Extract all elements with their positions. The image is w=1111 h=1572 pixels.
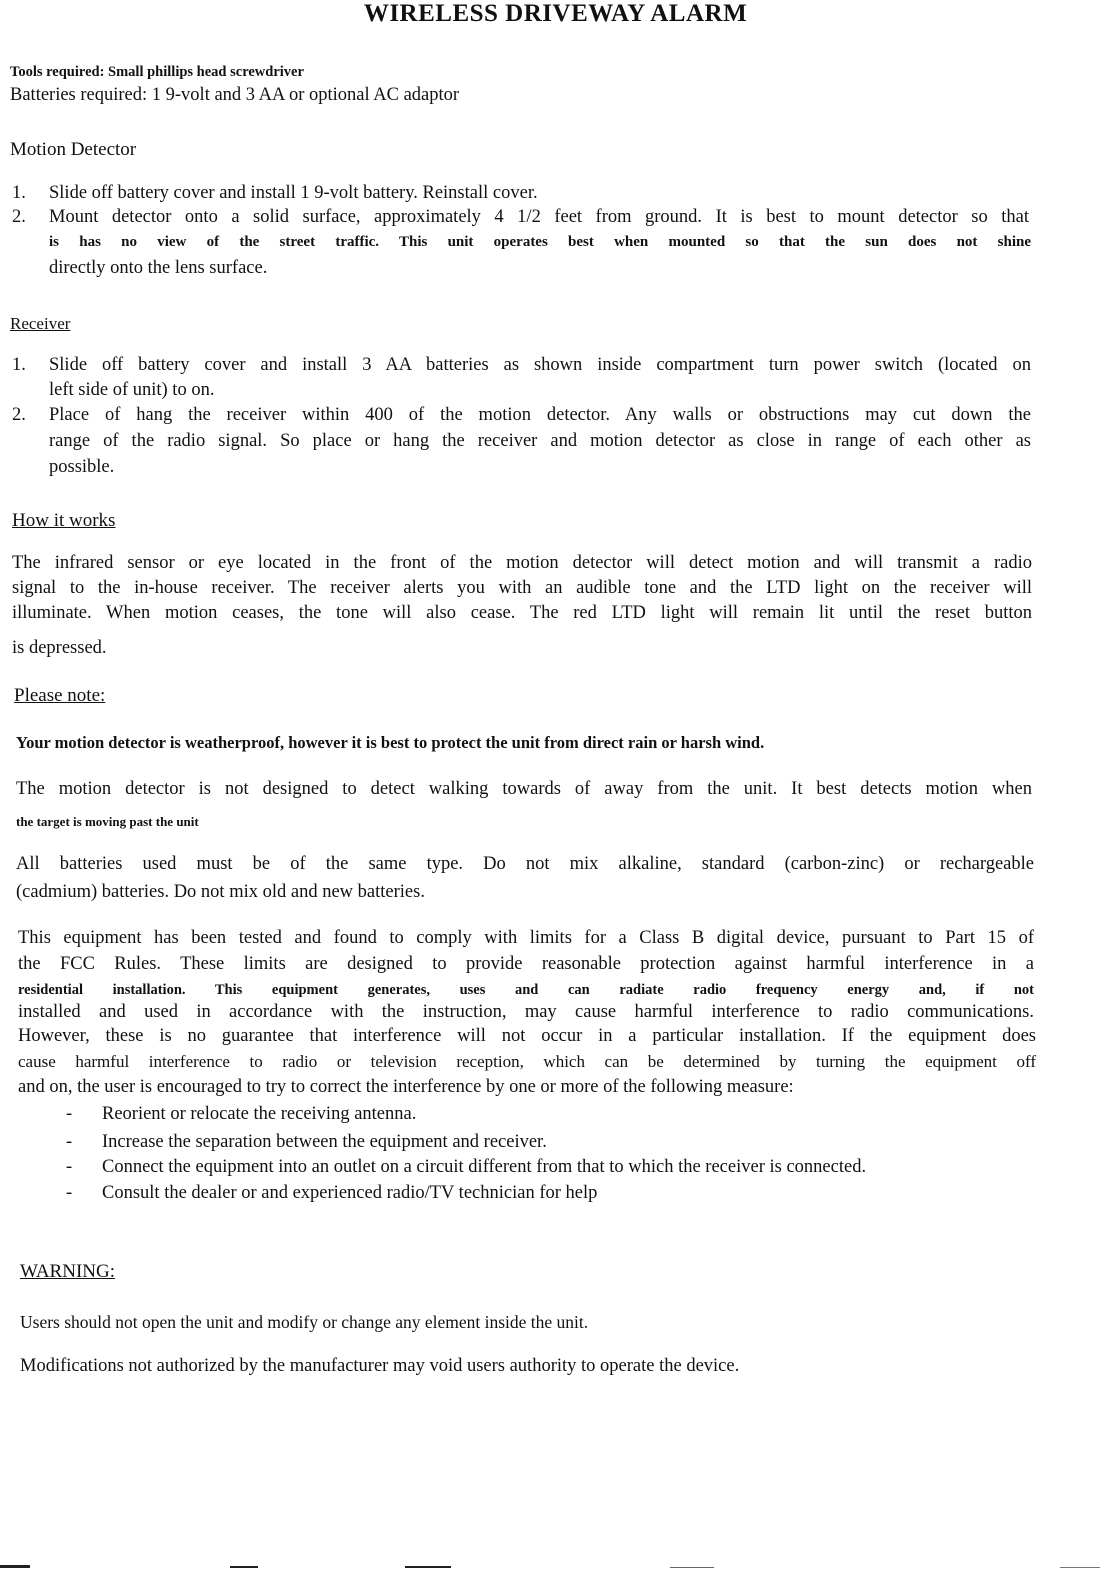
batteries-required: Batteries required: 1 9-volt and 3 AA or optional AC adaptor: [10, 85, 460, 105]
md-step-2-number: 2.: [12, 207, 26, 227]
measure-3: Connect the equipment into an outlet on a circuit different from that to which the receiver is connected.: [102, 1157, 867, 1177]
scan-artifact: [1060, 1567, 1100, 1568]
scan-artifact: [670, 1567, 714, 1568]
please-note-heading: Please note:: [14, 685, 106, 706]
warning-line-2: Modifications not authorized by the manufacturer may void users authority to operate the device.: [20, 1356, 740, 1376]
how-it-works-heading: How it works: [12, 510, 116, 531]
measure-2: Increase the separation between the equipment and receiver.: [102, 1132, 547, 1152]
fcc-line-6: cause harmful interference to radio or television reception, which can be determined by turning the equipment off: [18, 1052, 1036, 1071]
fcc-line-4: installed and used in accordance with the instruction, may cause harmful interference to radio communications.: [18, 1002, 1034, 1022]
weatherproof-note: Your motion detector is weatherproof, however it is best to protect the unit from direct rain or harsh wind.: [16, 733, 765, 752]
warning-heading: WARNING:: [20, 1261, 115, 1282]
measure-4-bullet: -: [66, 1183, 73, 1203]
warning-line-1: Users should not open the unit and modify or change any element inside the unit.: [20, 1312, 589, 1332]
measure-2-bullet: -: [66, 1132, 73, 1152]
measure-3-bullet: -: [66, 1157, 73, 1177]
detection-note-line-2: the target is moving past the unit: [16, 814, 199, 829]
md-step-1-number: 1.: [12, 183, 26, 203]
how-it-works-line-2: signal to the in-house receiver. The receiver alerts you with an audible tone and the LTD light on the receiver will: [12, 578, 1032, 598]
measure-4: Consult the dealer or and experienced radio/TV technician for help: [102, 1183, 598, 1203]
md-step-2-line-3: directly onto the lens surface.: [49, 258, 268, 278]
document-title: WIRELESS DRIVEWAY ALARM: [363, 0, 748, 27]
fcc-line-5: However, these is no guarantee that interference will not occur in a particular installation. If the equipment does: [18, 1026, 1036, 1046]
how-it-works-line-4: is depressed.: [12, 638, 107, 658]
fcc-line-3: residential installation. This equipment generates, uses and can radiate radio frequency energy and, if not: [18, 982, 1034, 998]
md-step-1-line-1: Slide off battery cover and install 1 9-volt battery. Reinstall cover.: [49, 183, 538, 203]
fcc-line-7: and on, the user is encouraged to try to correct the interference by one or more of the following measure:: [18, 1077, 794, 1097]
scan-artifact: [230, 1566, 258, 1568]
rc-step-2-line-3: possible.: [49, 457, 115, 477]
how-it-works-line-1: The infrared sensor or eye located in the front of the motion detector will detect motion and will transmit a radio: [12, 553, 1032, 573]
measure-1-bullet: -: [66, 1104, 73, 1124]
rc-step-2-number: 2.: [12, 405, 26, 425]
fcc-line-1: This equipment has been tested and found to comply with limits for a Class B digital device, pursuant to Part 15 of: [18, 928, 1034, 948]
receiver-heading: Receiver: [10, 314, 71, 333]
rc-step-1-number: 1.: [12, 355, 26, 375]
battery-note-line-1: All batteries used must be of the same type. Do not mix alkaline, standard (carbon-zinc) or rechargeable: [16, 854, 1034, 874]
rc-step-1-line-2: left side of unit) to on.: [49, 380, 215, 400]
scan-artifact: [405, 1566, 451, 1568]
rc-step-1-line-1: Slide off battery cover and install 3 AA batteries as shown inside compartment turn power switch (located on: [49, 355, 1031, 375]
md-step-2-line-2: is has no view of the street traffic. This unit operates best when mounted so that the sun does not shine: [49, 234, 1031, 250]
detection-note-line-1: The motion detector is not designed to detect walking towards of away from the unit. It best detects motion when: [16, 779, 1032, 799]
battery-note-line-2: (cadmium) batteries. Do not mix old and new batteries.: [16, 882, 425, 902]
rc-step-2-line-1: Place of hang the receiver within 400 of the motion detector. Any walls or obstructions may cut down the: [49, 405, 1031, 425]
measure-1: Reorient or relocate the receiving antenna.: [102, 1104, 417, 1124]
how-it-works-line-3: illuminate. When motion ceases, the tone will also cease. The red LTD light will remain lit until the reset button: [12, 603, 1032, 623]
fcc-line-2: the FCC Rules. These limits are designed to provide reasonable protection against harmful interference in a: [18, 954, 1034, 974]
md-step-2-line-1: Mount detector onto a solid surface, approximately 4 1/2 feet from ground. It is best to mount detector so that: [49, 207, 1029, 227]
tools-required: Tools required: Small phillips head screwdriver: [10, 64, 304, 80]
rc-step-2-line-2: range of the radio signal. So place or hang the receiver and motion detector as close in range of each other as: [49, 431, 1031, 451]
scan-artifact: [0, 1565, 30, 1568]
motion-detector-heading: Motion Detector: [10, 139, 137, 160]
